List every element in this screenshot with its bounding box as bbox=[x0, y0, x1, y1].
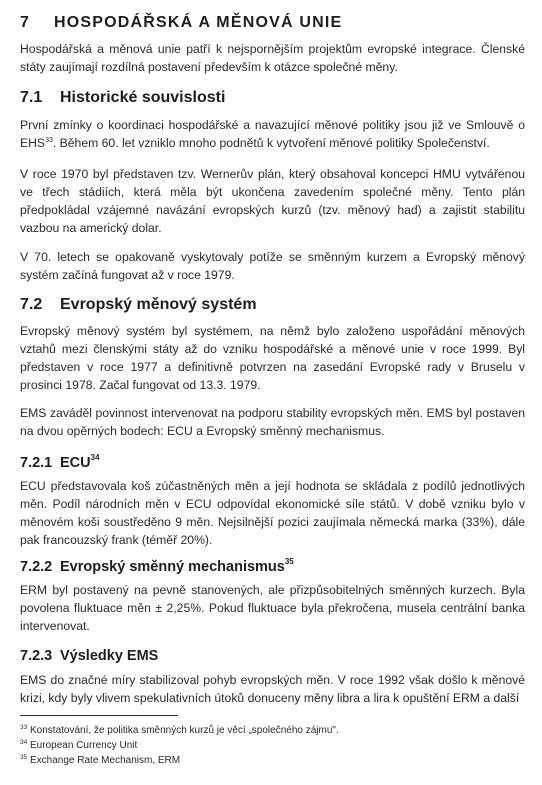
footnote-text: Exchange Rate Mechanism, ERM bbox=[30, 755, 181, 766]
section-number: 7.2 bbox=[20, 296, 43, 313]
chapter-heading bbox=[20, 14, 342, 32]
paragraph-text: . Během 60. let vzniklo mnoho podnětů k vytvoření měnové politiky Společenství. bbox=[52, 136, 490, 150]
paragraph-text: První zmínky o koordinaci hospodářské a navazující měnové politiky jsou již ve Smlouvě o EHS bbox=[20, 118, 525, 150]
footnote-ref-34[interactable]: 34 bbox=[90, 453, 100, 462]
paragraph-7-1-1 bbox=[20, 116, 525, 152]
subsection-number: 7.2.2 bbox=[20, 559, 53, 575]
footnote-ref-35[interactable]: 35 bbox=[284, 557, 294, 566]
paragraph-7-1-3: V 70. letech se opakovaně vyskytovaly potíže se směnným kurzem a Evropský měnový systém začíná fungovat až v roce 1979. bbox=[20, 250, 525, 282]
subsection-heading-7-2-1 bbox=[20, 453, 100, 471]
footnote-33 bbox=[20, 724, 339, 737]
subsection-heading-7-2-2 bbox=[20, 557, 294, 575]
section-title: Historické souvislosti bbox=[60, 89, 226, 106]
subsection-title: ECU bbox=[60, 455, 91, 471]
subsection-title: Výsledky EMS bbox=[60, 648, 159, 664]
paragraph-7-2-2: EMS zaváděl povinnost intervenovat na podporu stability evropských měn. EMS byl postaven na dvou opěrných bodech: ECU a Evropský směnný mechanismus. bbox=[20, 406, 525, 438]
section-title: Evropský měnový systém bbox=[60, 296, 257, 313]
intro-paragraph: Hospodářská a měnová unie patří k nejspornějším projektům evropské integrace. Členské státy zaujímají rozdílná postavení především k otázce společné měny. bbox=[20, 42, 525, 74]
chapter-number: 7 bbox=[20, 14, 31, 31]
paragraph-7-2-2-1: ERM byl postavený na pevně stanovených, ale přizpůsobitelných směnných kurzech. Byla povolena fluktuace měn ± 2,25%. Pokud fluktuace byla překročena, musela centrální banka intervenovat. bbox=[20, 583, 525, 633]
footnote-34 bbox=[20, 739, 137, 752]
section-number: 7.1 bbox=[20, 89, 43, 106]
footnote-number: 35 bbox=[20, 754, 28, 761]
paragraph-7-2-3-1: EMS do značné míry stabilizoval pohyb evropských měn. V roce 1992 však došlo k měnové krizi, kdy byly vlivem spekulativních útoků donuceny měny libra a lira k opuštění ERM a další bbox=[20, 673, 525, 705]
footnote-35 bbox=[20, 754, 180, 767]
footnote-separator bbox=[20, 715, 178, 716]
section-heading-7-2 bbox=[20, 296, 257, 314]
paragraph-7-2-1-1: ECU představovala koš zúčastněných měn a její hodnota se skládala z podílů jednotlivých měn. Podíl národních měn v ECU odpovídal ekonomické síle států. V době vzniku bylo v měnovém koši soustředěno 9 měn. Nejsilnější pozici zaujímala německá marka (33%), dále pak francouzský frank (téměř 20%). bbox=[20, 479, 525, 547]
subsection-number: 7.2.1 bbox=[20, 455, 53, 471]
footnote-ref-33[interactable]: 33 bbox=[45, 137, 53, 144]
footnote-number: 34 bbox=[20, 739, 28, 746]
subsection-heading-7-2-3 bbox=[20, 648, 158, 664]
subsection-number: 7.2.3 bbox=[20, 648, 53, 664]
footnote-number: 33 bbox=[20, 724, 28, 731]
paragraph-7-2-1: Evropský měnový systém byl systémem, na němž bylo založeno uspořádání měnových vztahů mezi členskými státy až do vzniku hospodářské a měnové unie v roce 1999. Byl představen v roce 1977 a definitivně potvrzen na zasedání Evropské rady v Bruselu v prosinci 1978. Začal fungovat od 13.3. 1979. bbox=[20, 324, 525, 392]
subsection-title: Evropský směnný mechanismus bbox=[60, 559, 285, 575]
section-heading-7-1 bbox=[20, 89, 225, 107]
footnote-text: European Currency Unit bbox=[30, 740, 138, 751]
footnote-text: Konstatování, že politika směnných kurzů je věcí „společného zájmu". bbox=[30, 725, 339, 736]
paragraph-7-1-2: V roce 1970 byl představen tzv. Wernerův plán, který obsahoval koncepci HMU vytvářenou ve třech stádiích, která měla být ukončena zavedením společné měny. Tento plán předpokládal vzájemné navázání evropských kurzů (tzv. měnový had) a zajistit stabilitu vazbou na americký dolar. bbox=[20, 167, 525, 235]
chapter-title: HOSPODÁŘSKÁ A MĚNOVÁ UNIE bbox=[54, 14, 343, 31]
